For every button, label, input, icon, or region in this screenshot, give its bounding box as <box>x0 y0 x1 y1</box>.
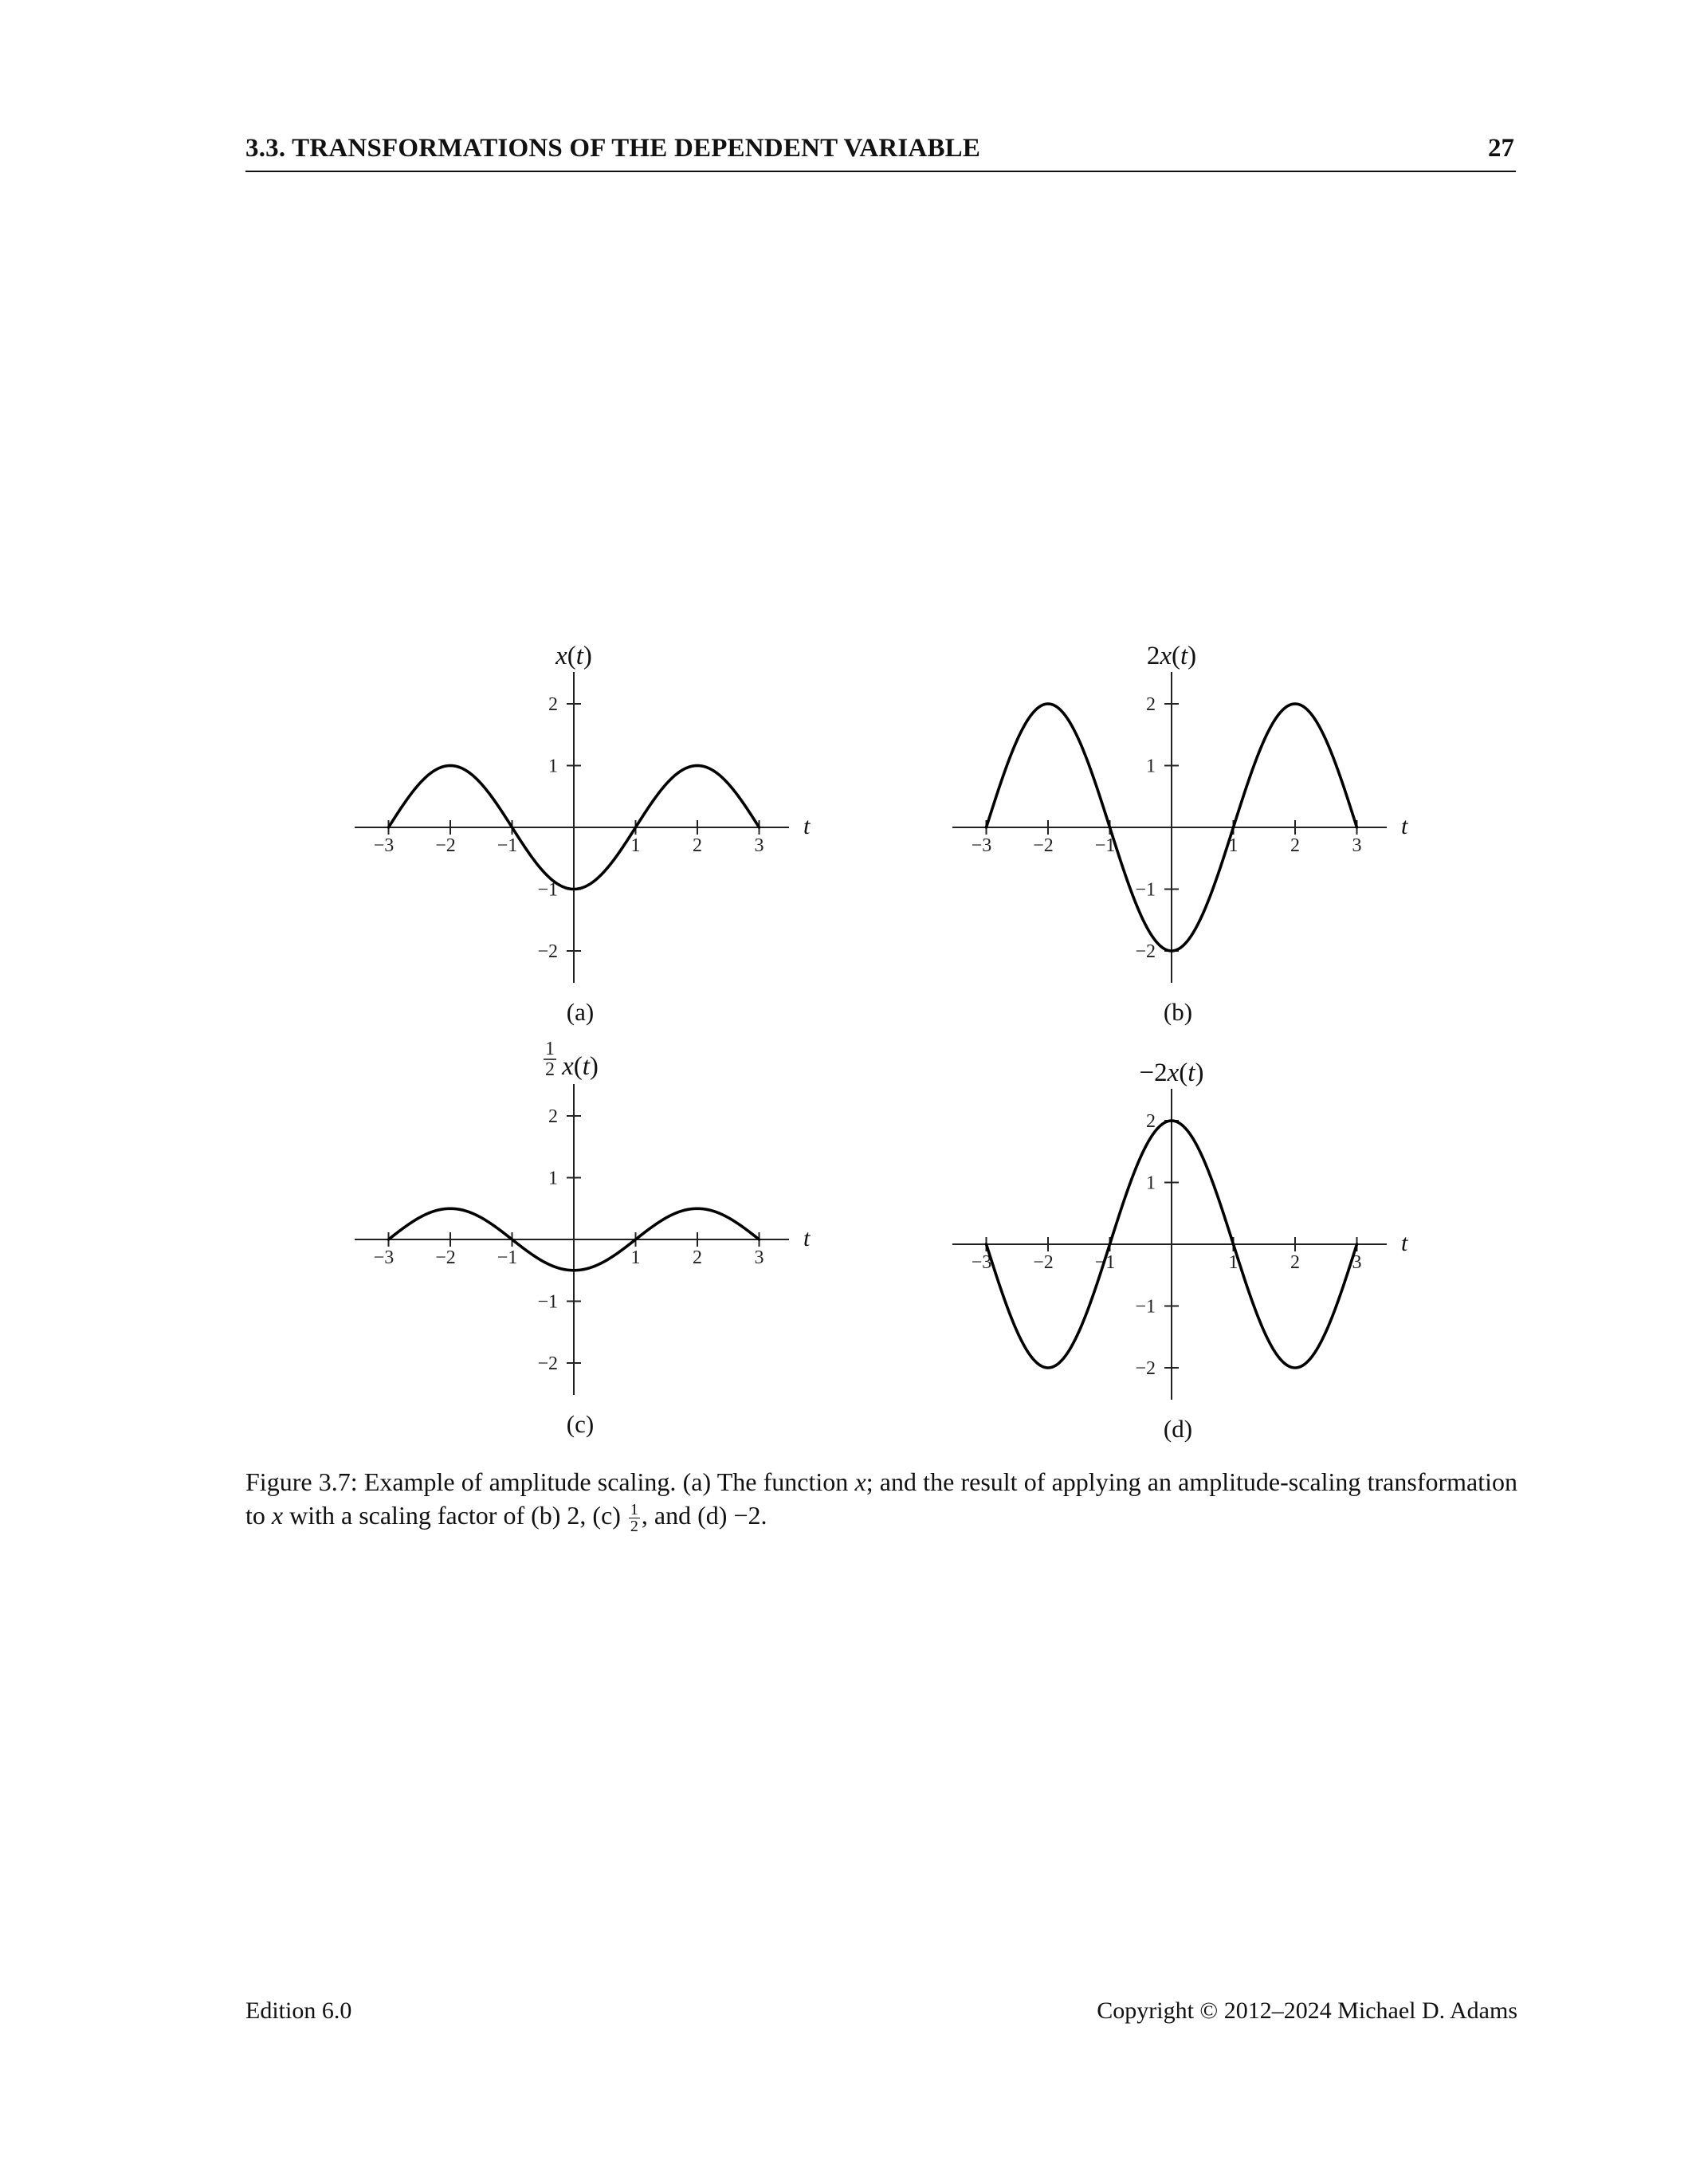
fraction-denominator: 2 <box>630 1518 638 1536</box>
x-tick-label: 3 <box>1352 835 1362 856</box>
y-tick-label: −2 <box>1135 1358 1156 1379</box>
ylabel-frac-num: 1 <box>545 1039 555 1059</box>
ylabel-paren: ( <box>1179 1059 1188 1087</box>
x-axis-label: t <box>1401 1230 1408 1256</box>
ylabel-x: x <box>555 642 567 670</box>
ylabel-paren: ( <box>573 1052 583 1081</box>
x-tick-label: −2 <box>1033 1252 1054 1273</box>
y-tick-label: 2 <box>548 694 558 715</box>
panel-label: (c) <box>566 1410 595 1438</box>
y-axis-label <box>555 642 592 670</box>
ylabel-coef: 2 <box>1146 642 1160 670</box>
x-tick-label: −3 <box>971 1252 992 1273</box>
y-tick-label: 2 <box>1146 694 1156 715</box>
x-tick-label: −3 <box>373 835 395 856</box>
x-tick-label: −2 <box>1033 835 1054 856</box>
y-tick-label: −1 <box>537 1291 558 1313</box>
x-tick-label: −3 <box>971 835 992 856</box>
y-tick-label: −1 <box>537 879 558 901</box>
x-tick-label: 1 <box>630 1247 641 1268</box>
x-tick-label: 1 <box>1228 835 1239 856</box>
x-axis-label: t <box>803 813 811 839</box>
y-tick-label: −1 <box>1135 879 1156 901</box>
fraction-numerator: 1 <box>630 1501 638 1519</box>
y-tick-label: 1 <box>548 1168 558 1189</box>
caption-part1: Figure 3.7: Example of amplitude scaling. (a) The function <box>245 1467 855 1496</box>
x-tick-label: −3 <box>373 1247 395 1268</box>
ylabel-paren: ) <box>583 642 592 670</box>
footer-edition: Edition 6.0 <box>245 1997 352 2024</box>
caption-part3: with a scaling factor of (b) 2, (c) <box>283 1501 627 1530</box>
y-tick-label: 2 <box>1146 1111 1156 1132</box>
y-axis-label <box>1147 642 1196 670</box>
ylabel-paren: ) <box>1187 642 1197 670</box>
caption-var-x-2: x <box>271 1501 284 1530</box>
panel-label: (a) <box>566 998 595 1026</box>
x-tick-label: −1 <box>497 835 518 856</box>
x-tick-label: 2 <box>1290 835 1300 856</box>
y-tick-label: −1 <box>1135 1296 1156 1318</box>
caption-part2: ; and the result of applying an amplitude-scaling transformation to <box>245 1467 1518 1530</box>
x-tick-label: −1 <box>1094 835 1116 856</box>
ylabel-x: x <box>562 1052 574 1081</box>
x-tick-label: −1 <box>497 1247 518 1268</box>
y-tick-label: 2 <box>548 1106 558 1127</box>
ylabel-t: t <box>575 642 583 670</box>
ylabel-t: t <box>582 1052 590 1081</box>
ylabel-t: t <box>1180 642 1188 670</box>
y-tick-label: −2 <box>537 941 558 962</box>
panel-label: (d) <box>1163 1415 1193 1443</box>
x-tick-label: 2 <box>1290 1252 1300 1273</box>
x-axis-label: t <box>803 1225 811 1251</box>
caption-fraction <box>629 1502 640 1534</box>
ylabel-t: t <box>1187 1059 1195 1087</box>
x-tick-label: 1 <box>1228 1252 1239 1273</box>
x-tick-label: −2 <box>435 1247 456 1268</box>
x-tick-label: −2 <box>435 835 456 856</box>
x-tick-label: 3 <box>1352 1252 1362 1273</box>
chart-panel-2 <box>952 642 1408 1026</box>
y-tick-label: 1 <box>1146 756 1156 777</box>
section-title: 3.3. TRANSFORMATIONS OF THE DEPENDENT VARIABLE <box>245 134 981 163</box>
y-axis-label <box>561 1052 599 1081</box>
footer-copyright: Copyright © 2012–2024 Michael D. Adams <box>1097 1997 1517 2024</box>
y-tick-label: −2 <box>537 1353 558 1374</box>
chart-panel-1 <box>355 642 811 1026</box>
chart-panel-3 <box>355 1039 811 1438</box>
ylabel-x: x <box>1167 1059 1180 1087</box>
caption-part4: , and (d) −2. <box>641 1501 767 1530</box>
ylabel-paren: ( <box>1171 642 1180 670</box>
x-tick-label: 2 <box>693 835 702 856</box>
x-tick-label: 3 <box>754 1247 764 1268</box>
x-axis-label: t <box>1401 813 1408 839</box>
page-number: 27 <box>1488 134 1514 163</box>
ylabel-paren: ) <box>1195 1059 1204 1087</box>
y-tick-label: 1 <box>1146 1173 1156 1194</box>
ylabel-paren: ( <box>567 642 576 670</box>
x-tick-label: −1 <box>1094 1252 1116 1273</box>
panel-label: (b) <box>1163 998 1193 1026</box>
ylabel-frac-den: 2 <box>545 1059 555 1080</box>
y-tick-label: −2 <box>1135 941 1156 962</box>
ylabel-coef: −2 <box>1139 1059 1168 1087</box>
caption-var-x: x <box>854 1467 866 1496</box>
figure-caption <box>245 1465 1517 1534</box>
chart-panel-4 <box>952 1059 1408 1443</box>
x-tick-label: 3 <box>754 835 764 856</box>
x-tick-label: 1 <box>630 835 641 856</box>
x-tick-label: 2 <box>693 1247 702 1268</box>
y-tick-label: 1 <box>548 756 558 777</box>
y-axis-label <box>1140 1059 1204 1087</box>
ylabel-paren: ) <box>589 1052 599 1081</box>
ylabel-x: x <box>1160 642 1172 670</box>
